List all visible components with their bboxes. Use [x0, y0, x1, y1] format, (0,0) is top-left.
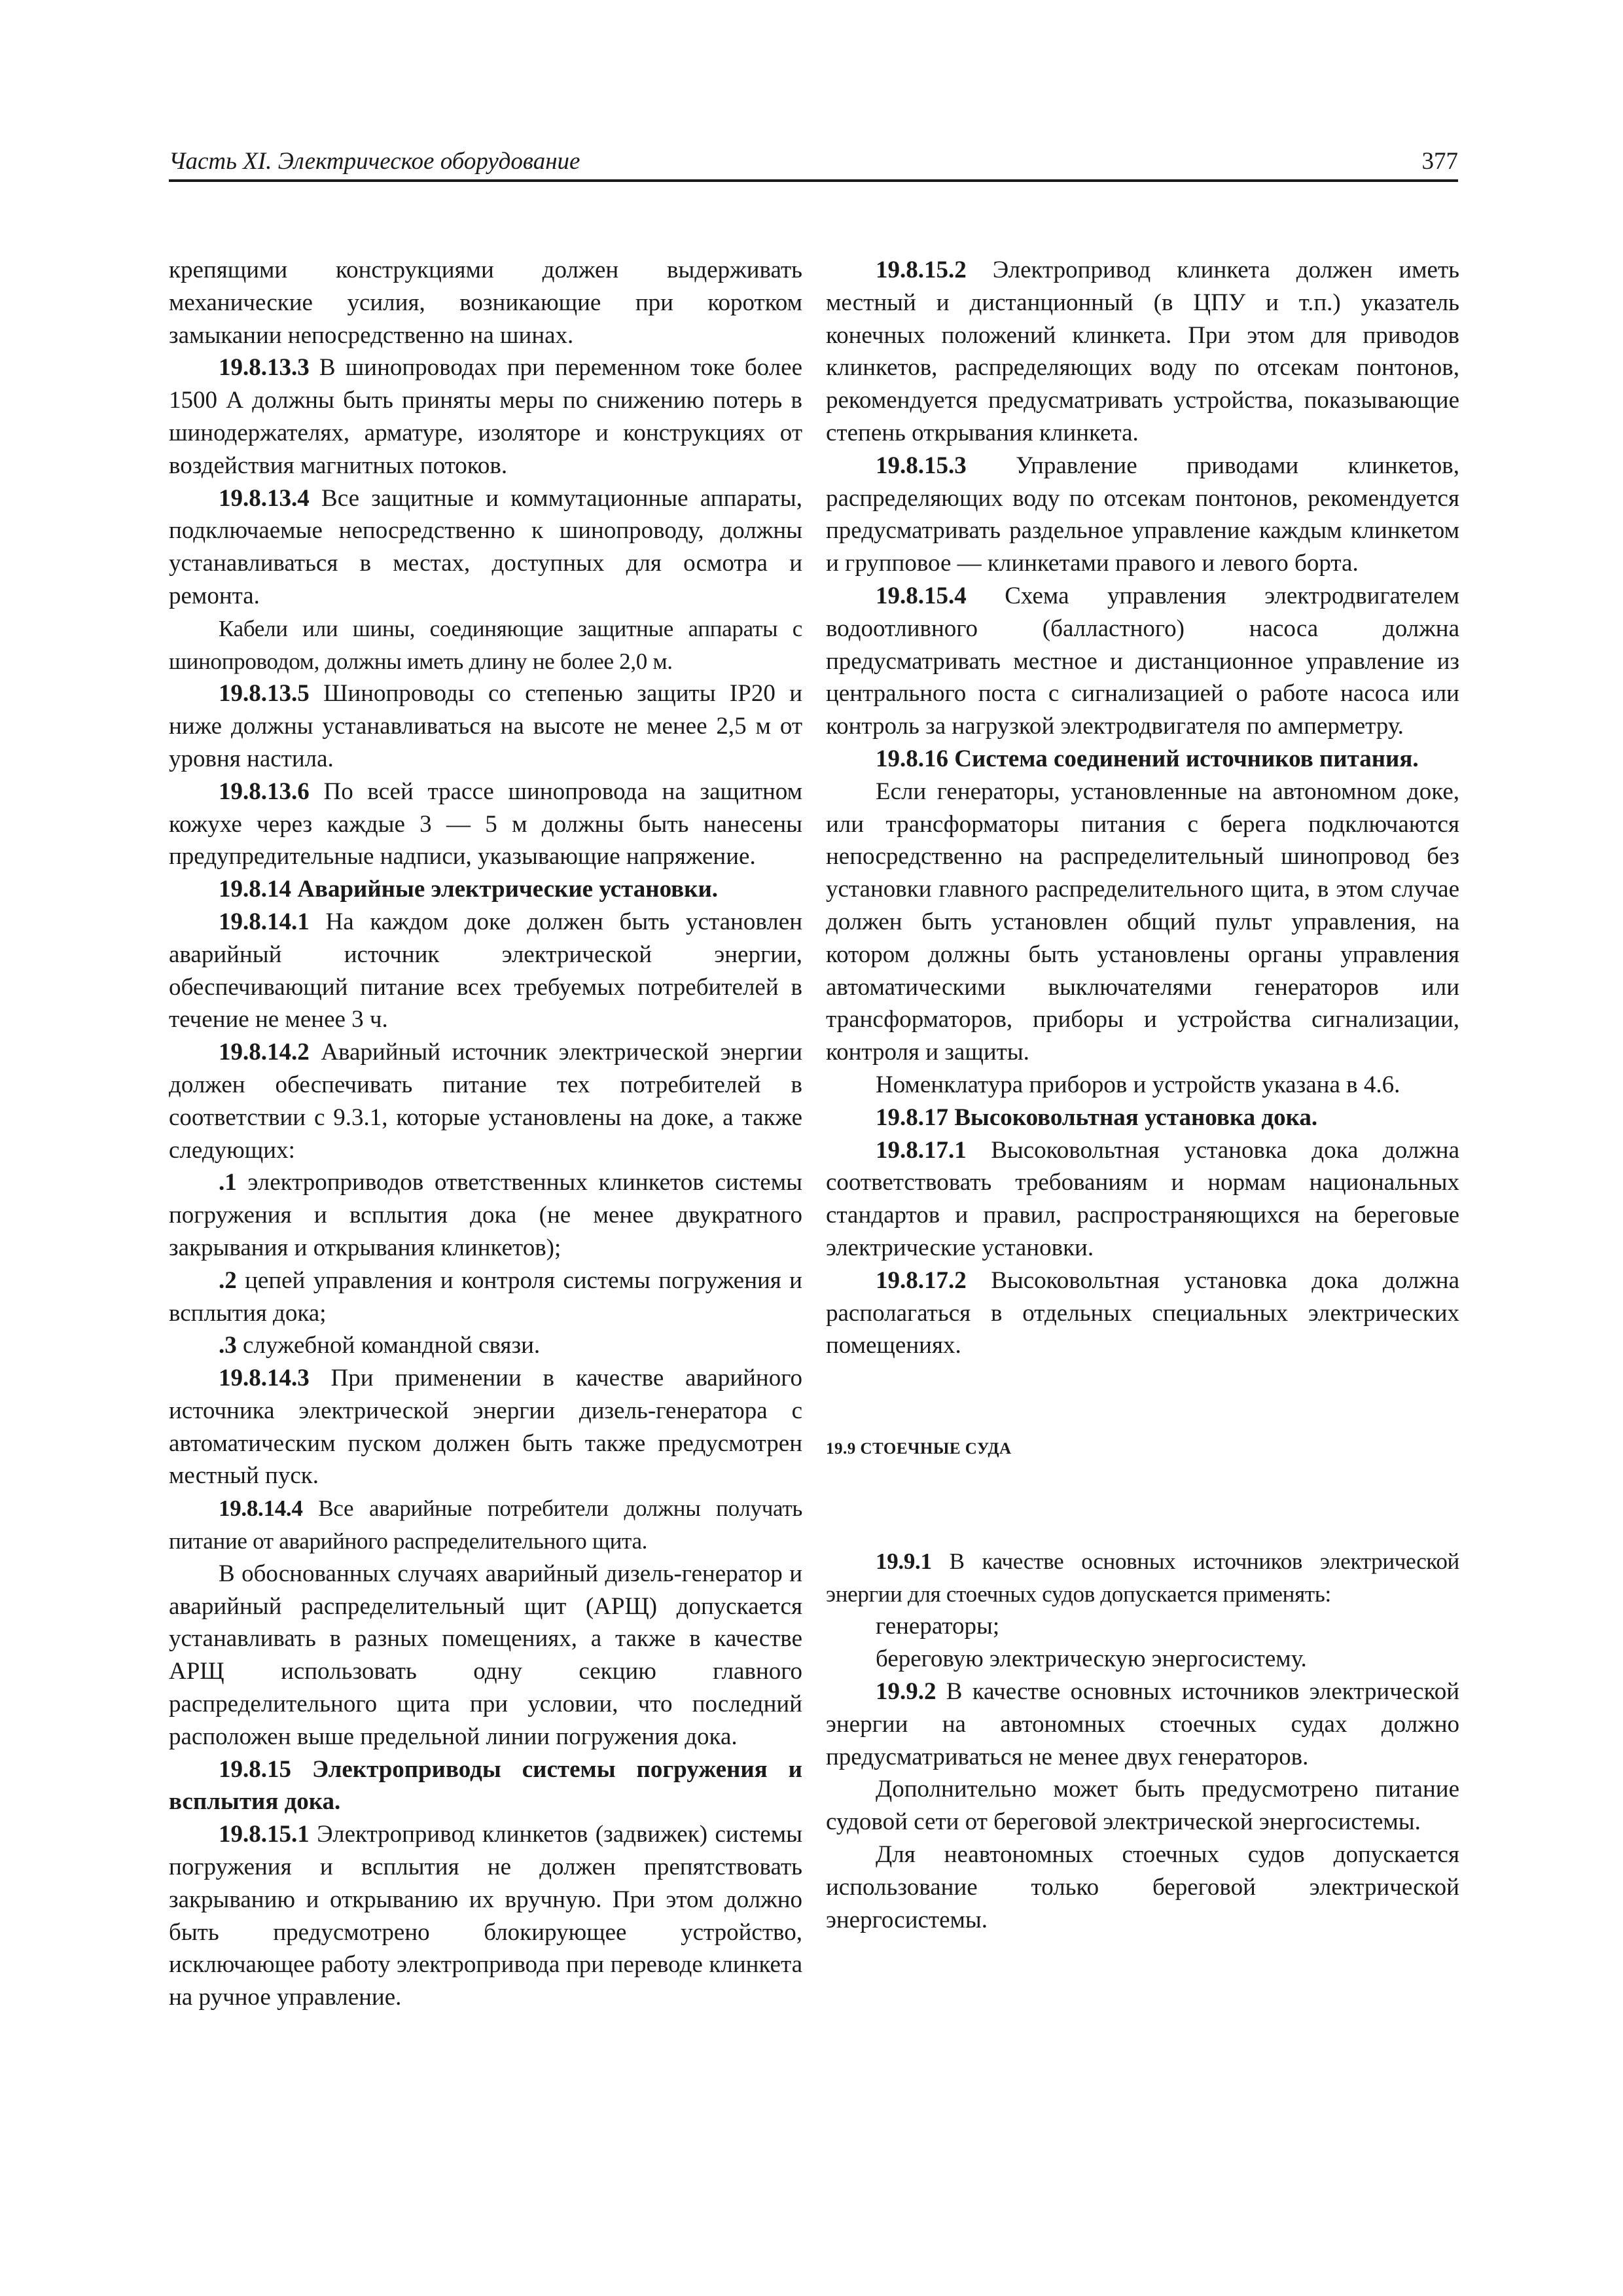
paragraph-19-8-15-4: [826, 580, 1459, 743]
paragraph-19-8-13-4: [169, 482, 802, 613]
paragraph: Номенклатура приборов и устройств указана в 4.6.: [876, 1071, 1400, 1098]
clause-number: 19.8.14.3: [219, 1365, 310, 1392]
clause-text: Все аварийные потребители должны получать питание от аварийного распределительного щита.: [169, 1496, 802, 1554]
section-heading-19-8-16: 19.8.16 Система соединений источников питания.: [876, 745, 1419, 772]
paragraph: Кабели или шины, соединяющие защитные аппараты с шинопроводом, должны иметь длину не более 2,0 м.: [169, 615, 802, 674]
section-heading-19-8-17: 19.8.17 Высоковольтная установка дока.: [876, 1103, 1318, 1131]
list-number: .1: [219, 1169, 237, 1196]
clause-text: По всей трассе шинопровода на защитном кожухе через каждые 3 — 5 м должны быть нанесены предупредительные надписи, указывающие напряжение.: [169, 778, 802, 870]
clause-number: 19.8.13.4: [219, 484, 310, 512]
paragraph-19-8-17-2: [826, 1265, 1459, 1362]
clause-text: Управление приводами клинкетов, распределяющих воду по отсекам понтонов, рекомендуется предусматривать раздельное управление каждым клинкетом и групповое — клинкетами правого и левого борта.: [826, 452, 1459, 577]
list-text: электроприводов ответственных клинкетов системы погружения и всплытия дока (не менее двукратного закрывания и открывания клинкетов);: [169, 1169, 802, 1261]
list-line: береговую электрическую энергосистему.: [876, 1645, 1307, 1673]
header-title: Часть XI. Электрическое оборудование: [169, 148, 580, 175]
left-column: [169, 254, 802, 2014]
right-column: [826, 254, 1459, 1936]
paragraph-19-8-15-3: [826, 450, 1459, 580]
clause-text: При применении в качестве аварийного источника электрической энергии дизель-генератора с автоматическим пуском должен быть также предусмотрен местный пуск.: [169, 1365, 802, 1490]
list-text: служебной командной связи.: [236, 1332, 541, 1359]
paragraph-19-8-14-3: [169, 1362, 802, 1492]
clause-number: 19.8.15.4: [876, 582, 967, 609]
paragraph-19-8-14-4: [169, 1492, 802, 1558]
list-number: .2: [219, 1266, 237, 1294]
paragraph-19-8-14-2: [169, 1036, 802, 1166]
list-item-3: [169, 1329, 802, 1362]
clause-number: 19.8.15.3: [876, 452, 967, 479]
list-item-2: [169, 1265, 802, 1330]
clause-number: 19.9.2: [876, 1678, 936, 1706]
paragraph: Дополнительно может быть предусмотрено питание судовой сети от береговой электрической энергосистемы.: [826, 1776, 1459, 1836]
clause-text: Схема управления электродвигателем водоотливного (балластного) насоса должна предусматривать местное и дистанционное управление из центрального поста с сигнализацией о работе насоса или контроль за нагрузкой электродвигателя по амперметру.: [826, 582, 1459, 740]
clause-text: Электропривод клинкетов (задвижек) системы погружения и всплытия не должен препятствовать закрыванию и открыванию их вручную. При этом должно быть предусмотрено блокирующее устройство, исключающее работу электропривода при переводе клинкета на ручное управление.: [169, 1821, 802, 2011]
clause-number: 19.8.17.2: [876, 1266, 967, 1294]
clause-number: 19.8.13.5: [219, 680, 310, 708]
clause-number: 19.9.1: [876, 1548, 932, 1574]
section-title-19-9: 19.9 СТОЕЧНЫЕ СУДА: [826, 1440, 1012, 1458]
list-text: цепей управления и контроля системы погружения и всплытия дока;: [169, 1266, 802, 1327]
clause-text: На каждом доке должен быть установлен аварийный источник электрической энергии, обеспечивающий питание всех требуемых потребителей в течение не менее 3 ч.: [169, 908, 802, 1033]
clause-text: Высоковольтная установка дока должна располагаться в отдельных специальных электрических помещениях.: [826, 1266, 1459, 1359]
clause-text: В шинопроводах при переменном токе более 1500 А должны быть приняты меры по снижению потерь в шинодержателях, арматуре, изоляторе и конструкциях от воздействия магнитных потоков.: [169, 354, 802, 479]
clause-text: Аварийный источник электрической энергии должен обеспечивать питание тех потребителей в соответствии с 9.3.1, которые установлены на доке, а также следующих:: [169, 1039, 802, 1164]
paragraph: Если генераторы, установленные на автономном доке, или трансформаторы питания с берега подключаются непосредственно на распределительный шинопровод без установки главного распределительного щита, в этом случае должен быть установлен общий пульт управления, на котором должны быть установлены органы управления автоматическими выключателями генераторов или трансформаторов, приборы и устройства сигнализации, контроля и защиты.: [826, 778, 1459, 1066]
paragraph-19-8-14-1: [169, 906, 802, 1036]
clause-number: 19.8.14.4: [219, 1496, 303, 1522]
paragraph-19-9-2: [826, 1676, 1459, 1773]
paragraph: Для неавтономных стоечных судов допускается использование только береговой электрической энергосистемы.: [826, 1841, 1459, 1933]
clause-number: 19.8.13.6: [219, 778, 310, 805]
clause-text: Все защитные и коммутационные аппараты, подключаемые непосредственно к шинопроводу, должны устанавливаться в местах, доступных для осмотра и ремонта.: [169, 484, 802, 609]
list-line: генераторы;: [876, 1613, 1000, 1640]
paragraph-19-8-13-5: [169, 677, 802, 775]
clause-text: В качестве основных источников электрической энергии на автономных стоечных судах должно предусматриваться не менее двух генераторов.: [826, 1678, 1459, 1770]
clause-text: В качестве основных источников электрической энергии для стоечных судов допускается применять:: [826, 1548, 1459, 1607]
clause-text: Электропривод клинкета должен иметь местный и дистанционный (в ЦПУ и т.п.) указатель конечных положений клинкета. При этом для приводов клинкетов, распределяющих воду по отсекам понтонов, рекомендуется предусматривать устройства, показывающие степень открывания клинкета.: [826, 257, 1459, 446]
paragraph-19-9-1: [826, 1545, 1459, 1611]
paragraph-19-8-15-1: [169, 1818, 802, 2014]
paragraph: крепящими конструкциями должен выдерживать механические усилия, возникающие при коротком замыкании непосредственно на шинах.: [169, 257, 802, 349]
clause-text: Высоковольтная установка дока должна соответствовать требованиям и нормам национальных стандартов и правил, распространяющихся на береговые электрические установки.: [826, 1136, 1459, 1261]
paragraph: В обоснованных случаях аварийный дизель-генератор и аварийный распределительный щит (АРЩ) допускается устанавливать в разных помещениях, а также в качестве АРЩ использовать одну секцию главного распределительного щита при условии, что последний расположен выше предельной линии погружения дока.: [169, 1560, 802, 1750]
section-heading-19-8-14: 19.8.14 Аварийные электрические установки.: [219, 876, 719, 903]
clause-number: 19.8.17.1: [876, 1136, 967, 1164]
list-number: .3: [219, 1332, 237, 1359]
paragraph-19-8-13-3: [169, 351, 802, 482]
paragraph-19-8-15-2: [826, 254, 1459, 450]
clause-number: 19.8.14.2: [219, 1039, 310, 1066]
page-number: 377: [1421, 148, 1458, 175]
clause-number: 19.8.15.1: [219, 1821, 310, 1848]
page-header: [169, 141, 1458, 182]
clause-text: Шинопроводы со степенью защиты IP20 и ниже должны устанавливаться на высоте не менее 2,5 м от уровня настила.: [169, 680, 802, 772]
clause-number: 19.8.15.2: [876, 257, 967, 283]
clause-number: 19.8.13.3: [219, 354, 310, 382]
section-heading-19-8-15: 19.8.15 Электроприводы системы погружения и всплытия дока.: [169, 1755, 802, 1816]
clause-number: 19.8.14.1: [219, 908, 310, 935]
list-item-1: [169, 1166, 802, 1264]
paragraph-19-8-13-6: [169, 776, 802, 873]
paragraph-19-8-17-1: [826, 1134, 1459, 1265]
